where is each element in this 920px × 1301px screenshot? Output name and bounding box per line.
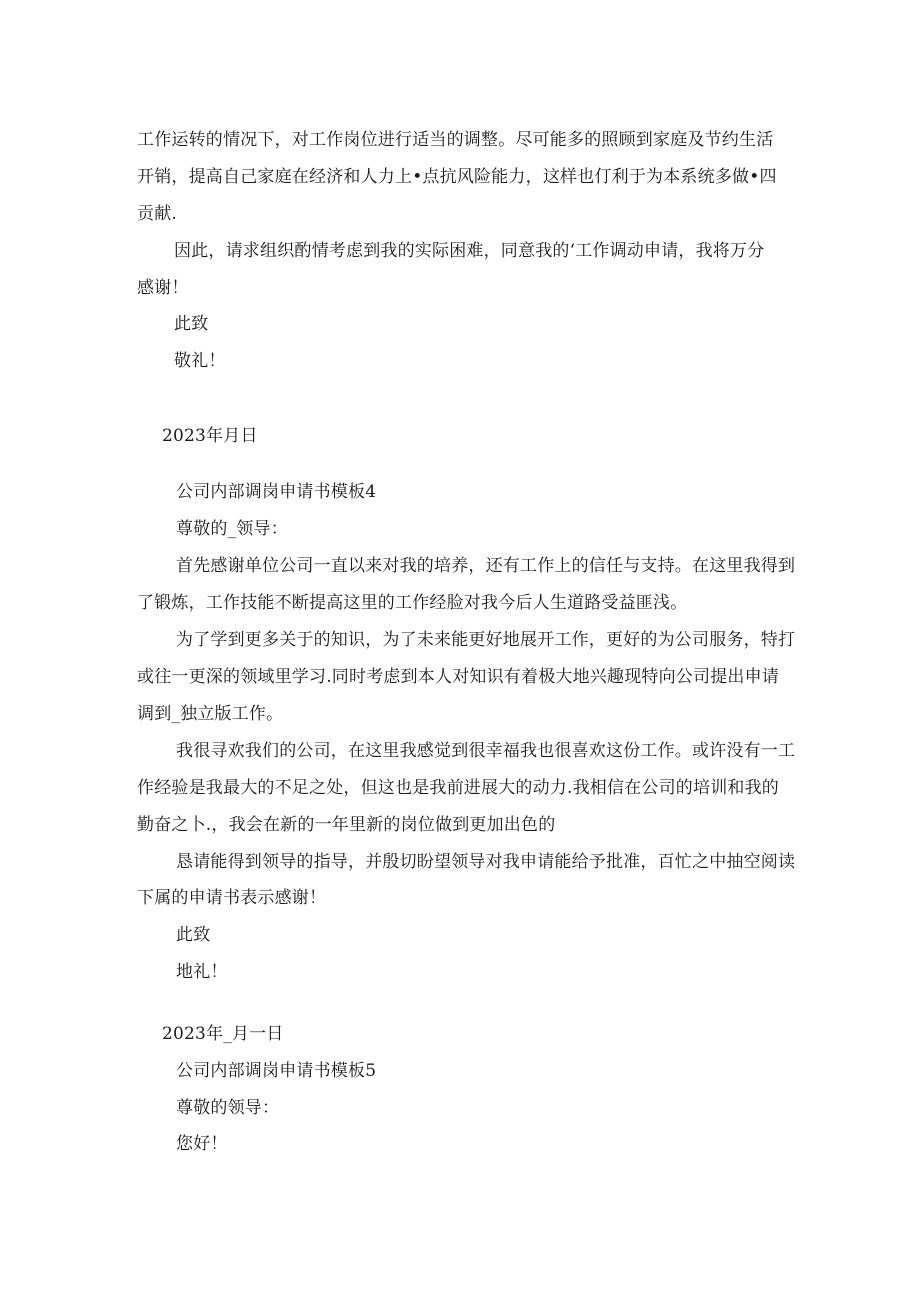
paragraph-line: 因此，请求组织酌情考虑到我的实际困难，同意我的‘工作调动申请，我将万分	[174, 241, 765, 261]
paragraph-line: 调到_独立版工作。	[137, 704, 284, 724]
paragraph-line: 了锻炼，工作技能不断提高这里的工作经脸对我今后人生道路受益匪浅。	[137, 593, 688, 613]
paragraph-line: 下属的申请书表示感谢！	[137, 888, 327, 908]
section-title: 公司内部调岗申请书模板4	[176, 482, 377, 502]
paragraph-line: 我很寻欢我们的公司，在这里我感觉到很幸福我也很喜欢这份工作。或许没有一工	[176, 741, 796, 761]
closing-salutation: 此致	[174, 314, 209, 334]
paragraph-line: 贡献.	[137, 204, 178, 224]
paragraph-line: 恳请能得到领导的指导，并殷切盼望领导对我申请能给予批准，百忙之中抽空阅读	[176, 852, 796, 872]
closing-regards: 地礼！	[176, 962, 228, 982]
paragraph-line: 开销，提高自己家庭在经济和人力上•点抗风险能力，这样也仃利于为本系统多做•四	[137, 167, 777, 187]
date-line: 2023年月日	[162, 426, 258, 446]
paragraph-line: 首先感谢单位公司一直以来对我的培养，还有工作上的信任与支持。在这里我得到	[176, 556, 796, 576]
paragraph-line: 作经验是我最大的不足之处，但这也是我前进展大的动力.我相信在公司的培训和我的	[137, 778, 780, 798]
section-title: 公司内部调岗申请书模板5	[176, 1061, 377, 1081]
greeting: 尊敬的领导：	[176, 1098, 280, 1118]
date-line: 2023年_月一日	[162, 1024, 284, 1044]
greeting: 尊敬的_领导：	[176, 519, 288, 539]
greeting-line: 您好！	[176, 1134, 228, 1154]
paragraph-line: 为了学到更多关于的知识，为了未来能更好地展开工作，更好的为公司服务，特打	[176, 630, 796, 650]
paragraph-line: 勤奋之卜.，我会在新的一年里新的岗位做到更加出色的	[137, 815, 556, 835]
closing-regards: 敬礼！	[174, 351, 226, 371]
closing-salutation: 此致	[176, 925, 211, 945]
paragraph-line: 感谢！	[137, 278, 189, 298]
paragraph-line: 或往一更深的领域里学习.同时考虑到本人对知识有着极大地兴趣现特向公司提出申请	[137, 667, 780, 687]
paragraph-line: 工作运转的情况下，对工作岗位进行适当的调整。尽可能多的照顾到家庭及节约生活	[137, 130, 774, 150]
